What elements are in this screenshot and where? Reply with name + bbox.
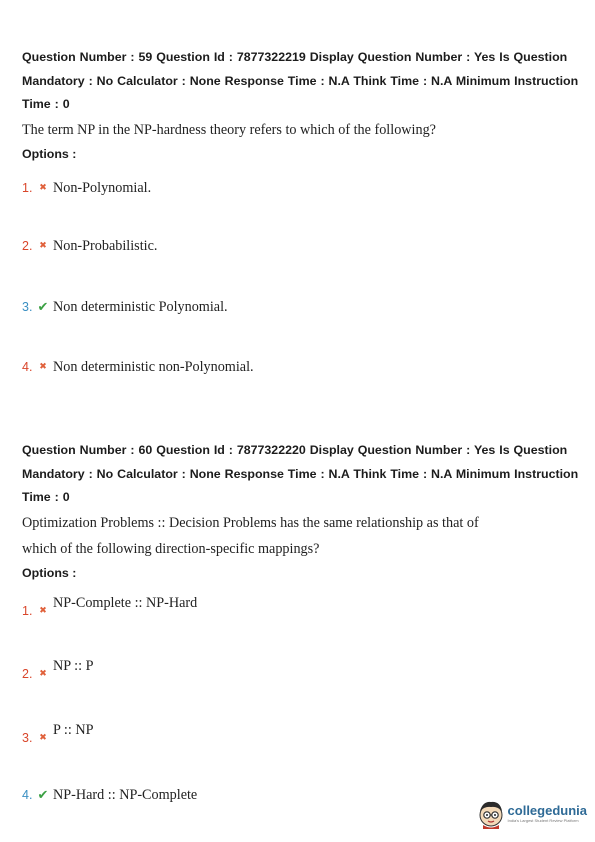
question-text: The term NP in the NP-hardness theory refers to which of the following? [22,121,436,138]
question-text: Optimization Problems :: Decision Problems has the same relationship as that of [22,514,479,531]
option-item[interactable] [22,177,151,199]
option-number: 3. [22,300,33,314]
option-item[interactable] [22,784,197,806]
options-label: Options : [22,565,77,580]
cross-icon: ✖ [39,733,47,743]
option-text: Non-Polynomial. [53,179,152,196]
check-icon: ✔ [37,787,49,803]
cross-icon: ✖ [39,241,47,251]
question-meta-line: Time : 0 [22,97,70,111]
option-text: NP-Hard :: NP-Complete [53,786,198,803]
logo-name: collegedunia [507,803,587,818]
option-item[interactable] [22,594,198,622]
option-item[interactable] [22,235,157,257]
question-block-59 [22,46,582,161]
question-block-60 [22,439,582,580]
question-text: which of the following direction-specific mappings? [22,540,320,557]
mascot-icon [477,799,505,829]
option-number: 2. [22,667,33,681]
question-meta-line: Time : 0 [22,490,70,504]
cross-icon: ✖ [39,362,47,372]
cross-icon: ✖ [39,669,47,679]
question-meta-line: Question Number : 60 Question Id : 7877322220 Display Question Number : Yes Is Question [22,443,568,457]
question-meta-line: Question Number : 59 Question Id : 7877322219 Display Question Number : Yes Is Question [22,50,568,64]
collegedunia-logo [477,799,587,829]
option-number: 1. [22,181,33,195]
logo-tagline: India's Largest Student Review Platform [507,818,579,823]
check-icon: ✔ [37,299,49,315]
options-label: Options : [22,146,77,161]
option-text: NP-Complete :: NP-Hard [53,594,198,611]
option-text: P :: NP [53,721,94,738]
option-number: 3. [22,731,33,745]
cross-icon: ✖ [39,183,47,193]
option-item[interactable] [22,657,94,685]
option-text: Non deterministic non-Polynomial. [53,358,254,375]
question-meta-line: Mandatory : No Calculator : None Response Time : N.A Think Time : N.A Minimum Instruction [22,466,579,481]
question-meta-line: Mandatory : No Calculator : None Response Time : N.A Think Time : N.A Minimum Instruction [22,73,579,88]
option-number: 4. [22,360,33,374]
option-number: 2. [22,239,33,253]
option-text: NP :: P [53,657,94,674]
option-text: Non-Probabilistic. [53,237,158,254]
option-item[interactable] [22,356,254,378]
option-item[interactable] [22,296,228,318]
option-number: 1. [22,604,33,618]
option-item[interactable] [22,721,94,749]
option-text: Non deterministic Polynomial. [53,298,228,315]
cross-icon: ✖ [39,606,47,616]
option-number: 4. [22,788,33,802]
